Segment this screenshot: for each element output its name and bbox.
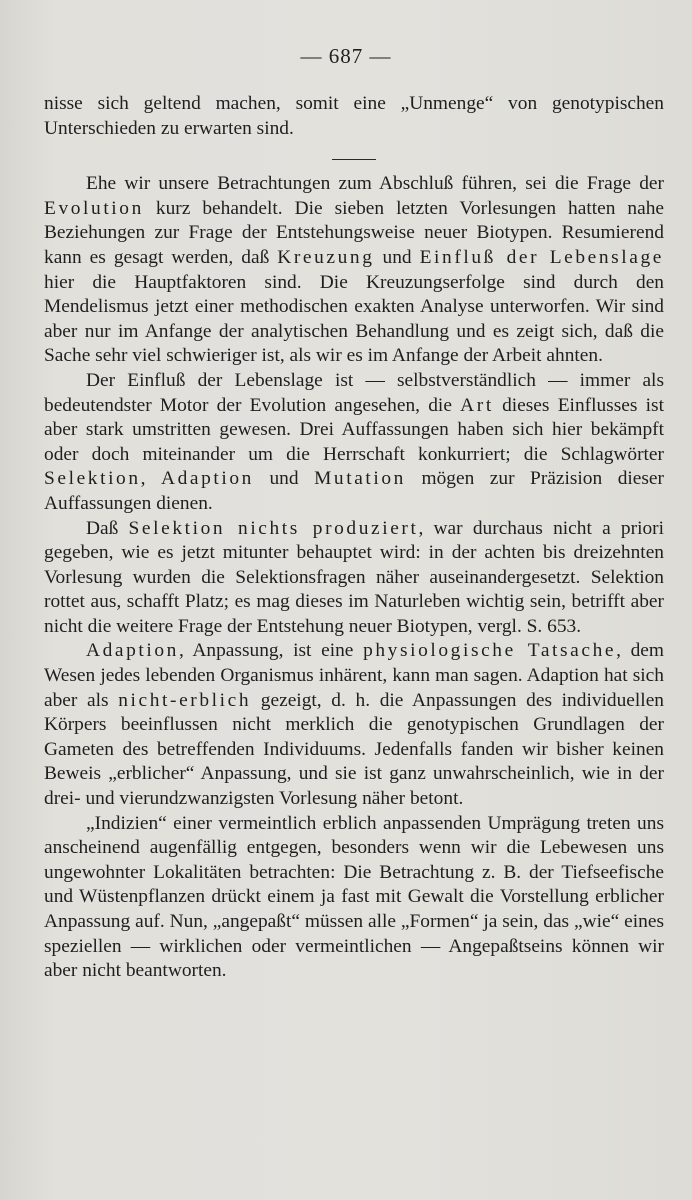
text-run: „Indizien“ einer vermeintlich erblich anpassenden Umprägung treten uns anscheinend augenfällig entgegen, besonders wenn wir die Lebewesen uns ungewohnter Lokalitäten betrachten: Die Betrachtung z. B. der Tiefseefische und Wüstenpflanzen drückt einem ja fast mit Gewalt die Vorstellung erblicher Anpassung auf. Nun, „angepaßt“ müssen alle „Formen“ ja sein, das „wie“ eines speziellen — wirklichen oder vermeintlichen — Angepaßtseins können wir aber nicht beantworten. [44, 812, 664, 982]
text-run: gezeigt, d. h. die Anpassungen des individuellen Körpers beeinflussen nicht merklich die genotypischen Grundlagen der Gameten des betreffenden Individuums. Jedenfalls fanden wir bisher keinen Beweis „erblicher“ Anpassung, und sie ist ganz unwahrscheinlich, wie in der drei- und vierundzwanzigsten Vorlesung näher betont. [44, 689, 664, 810]
paragraph-evolution [44, 172, 664, 369]
text-run: , Anpassung, ist eine [178, 640, 364, 662]
paragraph-adaption [44, 639, 664, 811]
spaced-term-adaption: Adaption [161, 468, 254, 490]
spaced-term-evolution: Evolution [44, 197, 144, 219]
text-run: Daß [86, 517, 129, 539]
paragraph-selektion [44, 517, 664, 640]
section-divider [332, 159, 376, 160]
spaced-term-kreuzung: Kreuzung [277, 246, 375, 268]
page-number: — 687 — [300, 44, 392, 68]
spaced-term-nicht-erblich: nicht-erblich [118, 689, 252, 711]
spaced-term-einfluss: Einfluß der Lebenslage [419, 246, 665, 268]
text-run: Ehe wir unsere Betrachtungen zum Abschluß führen, sei die Frage der [86, 173, 664, 195]
text-run: Der Einfluß der Lebenslage ist — selbstverständlich — immer als bedeutendster Motor der Evolution angesehen, die [44, 369, 664, 416]
paragraph-lebenslage [44, 369, 664, 517]
paragraph-continuation [44, 92, 664, 141]
text-run: , dem Wesen jedes lebenden Organismus inhärent, kann man sagen. Adaption hat sich aber als [44, 640, 664, 711]
page-body [44, 92, 664, 984]
text-run: und [374, 246, 420, 268]
text-run: , [140, 468, 162, 490]
spaced-term-adaption-start: Adaption [86, 640, 179, 662]
spaced-term-physiologische: physiologische Tatsache [363, 640, 617, 662]
text-run: dieses Einflusses ist aber stark umstritten gewesen. Drei Auffassungen haben sich hier bekämpft oder doch miteinander um die Herrschaft konkurriert; die Schlagwörter [44, 394, 664, 465]
text-run: kurz behandelt. Die sieben letzten Vorlesungen hatten nahe Beziehungen zur Frage der Entstehungsweise neuer Biotypen. Resumierend kann es gesagt werden, daß [44, 197, 664, 268]
spaced-term-selektion-nichts: Selektion nichts produziert [128, 517, 419, 539]
paragraph-continuation-text: nisse sich geltend machen, somit eine „Unmenge“ von genotypischen Unterschieden zu erwarten sind. [44, 93, 664, 139]
paragraph-indizien [44, 812, 664, 984]
spaced-term-art: Art [460, 394, 494, 416]
text-run: mögen zur Präzision dieser Auffassungen dienen. [44, 468, 664, 514]
text-run: hier die Hauptfaktoren sind. Die Kreuzungserfolge sind durch den Mendelismus jetzt einer methodischen exakten Analyse unterworfen. Wir sind aber nur im Anfange der analytischen Behandlung und es zeigt sich, daß die Sache sehr viel schwieriger ist, als wir es im Anfange der Arbeit ahnten. [44, 271, 664, 367]
text-run: und [253, 468, 315, 490]
spaced-term-mutation: Mutation [314, 468, 406, 490]
text-run: , war durchaus nicht a priori gegeben, wie es jetzt mitunter behauptet wird: in der achten bis dreizehnten Vorlesung wurden die Selektionsfragen näher auseinandergesetzt. Selektion rottet aus, schafft Platz; es mag dieses im Naturleben wichtig sein, betrifft aber nicht die weitere Frage der Entstehung neuer Biotypen, vergl. S. 653. [44, 517, 665, 637]
spaced-term-selektion: Selektion [44, 468, 141, 490]
